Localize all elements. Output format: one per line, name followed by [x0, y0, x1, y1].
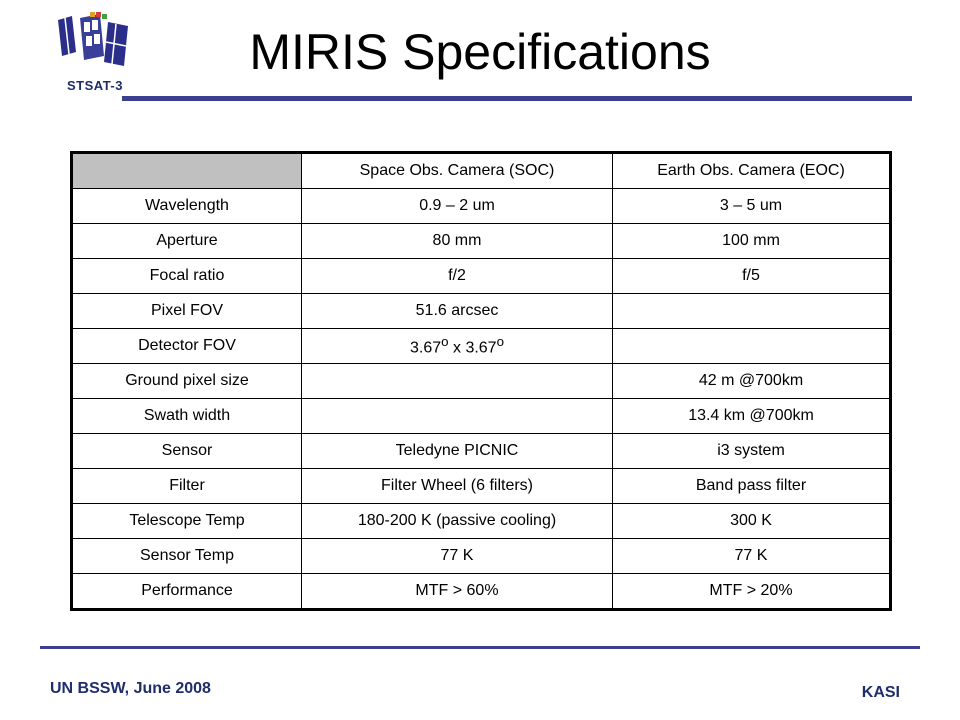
- row-label: Sensor Temp: [72, 539, 302, 574]
- table-row: [72, 539, 891, 574]
- soc-value: 80 mm: [302, 224, 613, 259]
- row-label: Sensor: [72, 434, 302, 469]
- table-row: [72, 329, 891, 364]
- table-row: [72, 399, 891, 434]
- degree-symbol: o: [496, 334, 504, 350]
- degree-symbol: o: [441, 334, 449, 350]
- table-row: [72, 364, 891, 399]
- header-divider: [122, 96, 912, 101]
- soc-value: MTF > 60%: [302, 574, 613, 610]
- table-row: [72, 259, 891, 294]
- row-label: Filter: [72, 469, 302, 504]
- soc-value: 180-200 K (passive cooling): [302, 504, 613, 539]
- footer-organization: KASI: [861, 684, 900, 701]
- row-label: Wavelength: [72, 189, 302, 224]
- eoc-value: 3 – 5 um: [613, 189, 891, 224]
- satellite-icon: [54, 12, 136, 78]
- soc-value: 77 K: [302, 539, 613, 574]
- eoc-value: 100 mm: [613, 224, 891, 259]
- spec-table: [70, 151, 892, 611]
- eoc-value: Band pass filter: [613, 469, 891, 504]
- eoc-value: 13.4 km @700km: [613, 399, 891, 434]
- soc-value: [302, 329, 613, 364]
- fov-value-2: 3.67: [465, 339, 497, 357]
- table-row: [72, 224, 891, 259]
- header-corner-cell: [72, 153, 302, 189]
- footer-event: UN BSSW, June 2008: [50, 680, 211, 697]
- table-row: [72, 294, 891, 329]
- eoc-value: 77 K: [613, 539, 891, 574]
- eoc-value: f/5: [613, 259, 891, 294]
- fov-separator: x: [448, 339, 466, 357]
- table-row: [72, 469, 891, 504]
- row-label: Swath width: [72, 399, 302, 434]
- table-row: [72, 504, 891, 539]
- eoc-value: MTF > 20%: [613, 574, 891, 610]
- fov-value-1: 3.67: [409, 339, 442, 357]
- soc-value: [302, 364, 613, 399]
- eoc-value: 300 K: [613, 504, 891, 539]
- eoc-value: 42 m @700km: [613, 364, 891, 399]
- eoc-value: [613, 329, 891, 364]
- table-header-row: [72, 153, 891, 189]
- row-label: Aperture: [72, 224, 302, 259]
- footer-divider: [40, 646, 920, 649]
- row-label: Detector FOV: [72, 329, 302, 364]
- row-label: Performance: [72, 574, 302, 610]
- soc-value: 0.9 – 2 um: [302, 189, 613, 224]
- soc-value: f/2: [302, 259, 613, 294]
- stsat-logo: [50, 12, 140, 94]
- logo-label: STSAT-3: [67, 78, 123, 93]
- row-label: Pixel FOV: [72, 294, 302, 329]
- row-label: Ground pixel size: [72, 364, 302, 399]
- row-label: Focal ratio: [72, 259, 302, 294]
- soc-value: 51.6 arcsec: [302, 294, 613, 329]
- table-row: [72, 189, 891, 224]
- page-title: MIRIS Specifications: [249, 24, 711, 80]
- soc-value: [302, 399, 613, 434]
- table-row: [72, 574, 891, 610]
- table-row: [72, 434, 891, 469]
- row-label: Telescope Temp: [72, 504, 302, 539]
- eoc-value: [613, 294, 891, 329]
- soc-value: Filter Wheel (6 filters): [302, 469, 613, 504]
- header-soc: Space Obs. Camera (SOC): [302, 153, 613, 189]
- eoc-value: i3 system: [613, 434, 891, 469]
- header-eoc: Earth Obs. Camera (EOC): [613, 153, 891, 189]
- soc-value: Teledyne PICNIC: [302, 434, 613, 469]
